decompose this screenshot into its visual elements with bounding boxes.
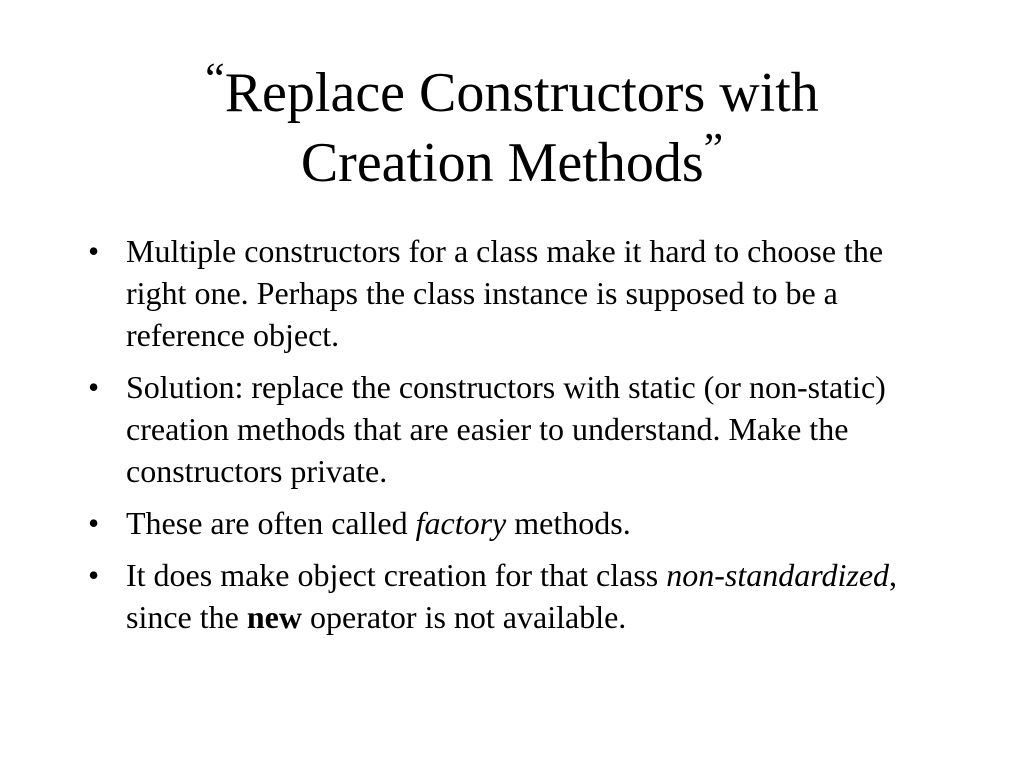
bullet-text-before: These are often called <box>126 505 416 541</box>
bullet-text: Multiple constructors for a class make it hard to choose the right one. Perhaps the class instance is supposed to be a reference object. <box>126 233 884 353</box>
bullet-marker: • <box>88 233 100 269</box>
bullet-item <box>86 230 946 356</box>
bullet-list <box>86 230 946 648</box>
title-line-2 <box>0 124 1024 198</box>
bullet-item <box>86 366 946 492</box>
bullet-text-bold: new <box>246 599 302 635</box>
slide-title <box>0 54 1024 198</box>
bullet-text-italic: non-standardized <box>666 557 890 593</box>
title-line-2-text: Creation Methods <box>300 132 704 194</box>
bullet-text: Solution: replace the constructors with static (or non-static) creation methods that are easier to understand. Make the constructors private. <box>126 369 886 489</box>
bullet-text-italic: factory <box>415 505 507 541</box>
bullet-text-after: operator is not available. <box>301 599 627 635</box>
title-line-1-text: Replace Constructors with <box>224 62 819 124</box>
bullet-marker: • <box>88 557 100 593</box>
bullet-marker: • <box>88 505 100 541</box>
bullet-item <box>86 502 946 544</box>
title-open-quote: “ <box>205 54 225 103</box>
bullet-text-middle: , since the <box>126 557 898 635</box>
bullet-text-before: It does make object creation for that class <box>126 557 667 593</box>
bullet-text-after: methods. <box>506 505 631 541</box>
bullet-marker: • <box>88 369 100 405</box>
title-line-1 <box>0 54 1024 128</box>
bullet-item <box>86 554 946 638</box>
title-close-quote: ” <box>703 124 724 173</box>
